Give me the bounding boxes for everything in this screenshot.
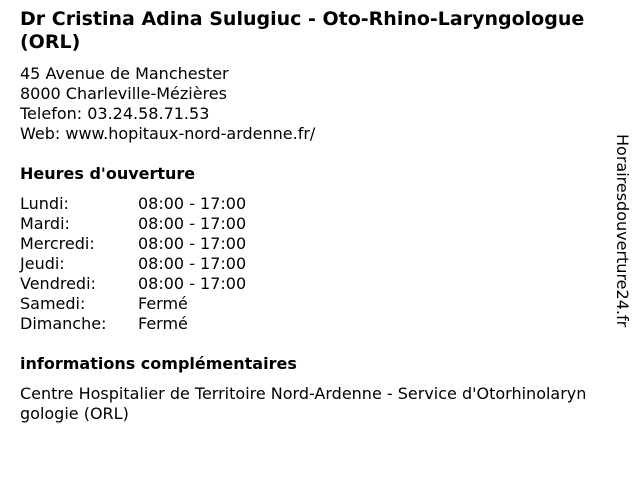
city-address: 8000 Charleville-Mézières xyxy=(20,84,227,103)
opening-hours-table xyxy=(20,194,246,334)
day-label: Samedi: xyxy=(20,294,86,313)
website-text: Web: www.hopitaux-nord-ardenne.fr/ xyxy=(20,124,316,143)
time-value: 08:00 - 17:00 xyxy=(138,214,247,233)
day-label: Lundi: xyxy=(20,194,69,213)
opening-hours-heading: Heures d'ouverture xyxy=(20,164,196,183)
address-block xyxy=(20,64,315,144)
hours-row-tuesday xyxy=(20,214,246,234)
hours-row-sunday xyxy=(20,314,246,334)
time-value: 08:00 - 17:00 xyxy=(138,194,247,213)
hours-row-saturday xyxy=(20,294,246,314)
day-label: Vendredi: xyxy=(20,274,96,293)
hours-row-wednesday xyxy=(20,234,246,254)
time-value: Fermé xyxy=(138,314,188,333)
time-value: 08:00 - 17:00 xyxy=(138,234,247,253)
hours-row-friday xyxy=(20,274,246,294)
page-title: Dr Cristina Adina Sulugiuc - Oto-Rhino-Laryngologue (ORL) xyxy=(20,8,585,53)
day-label: Jeudi: xyxy=(20,254,65,273)
day-label: Mercredi: xyxy=(20,234,95,253)
hours-row-monday xyxy=(20,194,246,214)
day-label: Mardi: xyxy=(20,214,70,233)
time-value: 08:00 - 17:00 xyxy=(138,254,247,273)
additional-info-text: Centre Hospitalier de Territoire Nord-Ardenne - Service d'Otorhinolaryngologie (ORL) xyxy=(20,384,587,423)
street-address: 45 Avenue de Manchester xyxy=(20,64,229,83)
day-label: Dimanche: xyxy=(20,314,107,333)
hours-row-thursday xyxy=(20,254,246,274)
time-value: 08:00 - 17:00 xyxy=(138,274,247,293)
site-watermark: Horairesdouverture24.fr xyxy=(613,134,632,328)
phone-number: Telefon: 03.24.58.71.53 xyxy=(20,104,210,123)
additional-info-heading: informations complémentaires xyxy=(20,354,297,373)
time-value: Fermé xyxy=(138,294,188,313)
